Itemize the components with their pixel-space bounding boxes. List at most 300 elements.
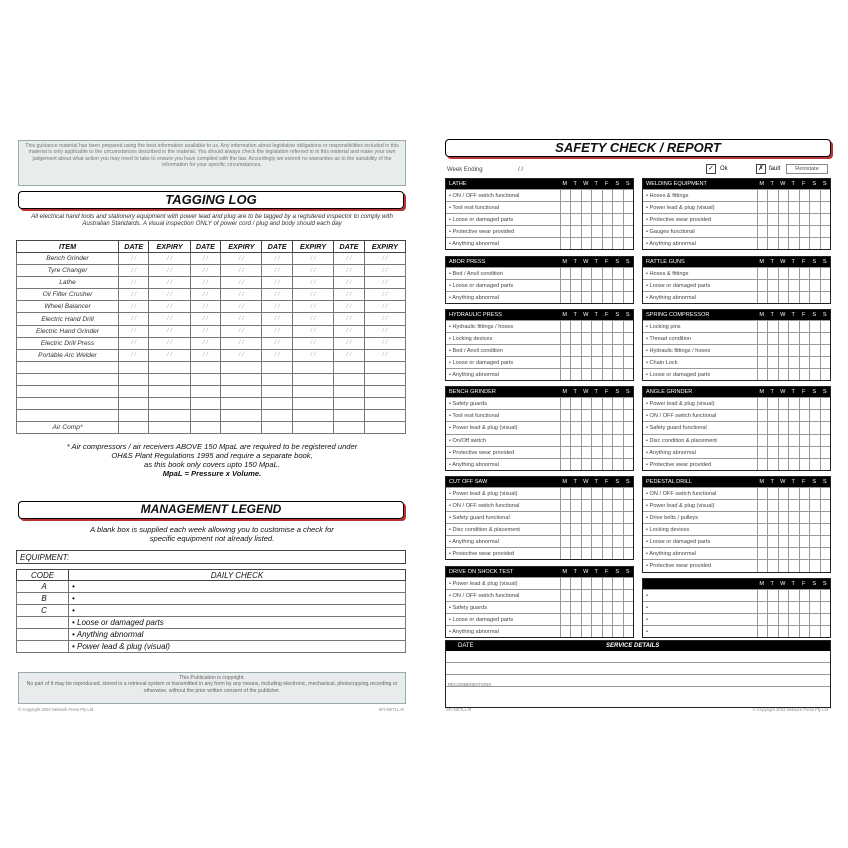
day-check-cell[interactable] <box>757 292 768 303</box>
day-check-cell[interactable] <box>757 459 768 470</box>
day-check-cell[interactable] <box>602 345 613 356</box>
date-cell[interactable] <box>262 373 292 385</box>
day-check-cell[interactable] <box>581 202 592 213</box>
day-check-cell[interactable] <box>623 357 634 368</box>
day-check-cell[interactable] <box>570 202 581 213</box>
expiry-cell[interactable]: / / <box>292 313 333 325</box>
expiry-cell[interactable] <box>221 373 262 385</box>
day-check-cell[interactable] <box>591 280 602 291</box>
day-check-cell[interactable] <box>799 268 810 279</box>
day-check-cell[interactable] <box>788 447 799 458</box>
day-check-cell[interactable] <box>757 488 768 499</box>
day-check-cell[interactable] <box>778 500 789 511</box>
day-check-cell[interactable] <box>591 292 602 303</box>
date-cell[interactable]: / / <box>190 301 220 313</box>
day-check-cell[interactable] <box>591 590 602 601</box>
day-check-cell[interactable] <box>788 459 799 470</box>
tagging-item-name[interactable] <box>17 386 119 398</box>
day-check-cell[interactable] <box>820 447 831 458</box>
day-check-cell[interactable] <box>581 333 592 344</box>
day-check-cell[interactable] <box>799 500 810 511</box>
date-cell[interactable]: / / <box>119 277 149 289</box>
day-check-cell[interactable] <box>591 345 602 356</box>
day-check-cell[interactable] <box>778 512 789 523</box>
day-check-cell[interactable] <box>570 524 581 535</box>
expiry-cell[interactable] <box>149 410 190 422</box>
day-check-cell[interactable] <box>788 602 799 613</box>
day-check-cell[interactable] <box>788 524 799 535</box>
date-cell[interactable] <box>190 410 220 422</box>
day-check-cell[interactable] <box>612 410 623 421</box>
day-check-cell[interactable] <box>767 238 778 249</box>
day-check-cell[interactable] <box>799 190 810 201</box>
day-check-cell[interactable] <box>581 459 592 470</box>
day-check-cell[interactable] <box>560 190 571 201</box>
expiry-cell[interactable]: / / <box>364 313 405 325</box>
legend-check[interactable]: • Power lead & plug (visual) <box>69 641 406 653</box>
expiry-cell[interactable]: / / <box>221 313 262 325</box>
expiry-cell[interactable]: / / <box>149 253 190 265</box>
date-cell[interactable]: / / <box>190 289 220 301</box>
day-check-cell[interactable] <box>560 268 571 279</box>
day-check-cell[interactable] <box>581 369 592 380</box>
day-check-cell[interactable] <box>799 410 810 421</box>
day-check-cell[interactable] <box>591 447 602 458</box>
day-check-cell[interactable] <box>623 369 634 380</box>
day-check-cell[interactable] <box>623 578 634 589</box>
day-check-cell[interactable] <box>612 238 623 249</box>
tagging-item-name[interactable] <box>17 398 119 410</box>
date-cell[interactable]: / / <box>119 301 149 313</box>
expiry-cell[interactable]: / / <box>149 289 190 301</box>
day-check-cell[interactable] <box>602 512 613 523</box>
day-check-cell[interactable] <box>581 512 592 523</box>
date-cell[interactable]: / / <box>119 253 149 265</box>
expiry-cell[interactable]: / / <box>292 337 333 349</box>
day-check-cell[interactable] <box>602 447 613 458</box>
day-check-cell[interactable] <box>757 280 768 291</box>
day-check-cell[interactable] <box>570 280 581 291</box>
day-check-cell[interactable] <box>788 321 799 332</box>
expiry-cell[interactable]: / / <box>221 277 262 289</box>
date-cell[interactable]: / / <box>190 265 220 277</box>
day-check-cell[interactable] <box>581 345 592 356</box>
day-check-cell[interactable] <box>757 536 768 547</box>
day-check-cell[interactable] <box>570 578 581 589</box>
day-check-cell[interactable] <box>757 321 768 332</box>
day-check-cell[interactable] <box>591 626 602 637</box>
day-check-cell[interactable] <box>767 512 778 523</box>
day-check-cell[interactable] <box>799 292 810 303</box>
day-check-cell[interactable] <box>809 590 820 601</box>
day-check-cell[interactable] <box>767 560 778 571</box>
expiry-cell[interactable]: / / <box>364 289 405 301</box>
expiry-cell[interactable] <box>221 398 262 410</box>
day-check-cell[interactable] <box>602 524 613 535</box>
day-check-cell[interactable] <box>809 292 820 303</box>
date-cell[interactable]: / / <box>119 265 149 277</box>
day-check-cell[interactable] <box>623 614 634 625</box>
day-check-cell[interactable] <box>591 369 602 380</box>
day-check-cell[interactable] <box>623 422 634 433</box>
day-check-cell[interactable] <box>820 590 831 601</box>
day-check-cell[interactable] <box>560 500 571 511</box>
day-check-cell[interactable] <box>612 500 623 511</box>
day-check-cell[interactable] <box>767 410 778 421</box>
day-check-cell[interactable] <box>820 292 831 303</box>
day-check-cell[interactable] <box>809 369 820 380</box>
day-check-cell[interactable] <box>581 398 592 409</box>
day-check-cell[interactable] <box>799 524 810 535</box>
day-check-cell[interactable] <box>788 238 799 249</box>
day-check-cell[interactable] <box>767 500 778 511</box>
day-check-cell[interactable] <box>612 590 623 601</box>
recommendations-label[interactable]: RECOMMENDATIONS <box>446 675 830 687</box>
date-cell[interactable]: / / <box>262 337 292 349</box>
day-check-cell[interactable] <box>767 422 778 433</box>
date-cell[interactable]: / / <box>262 253 292 265</box>
date-cell[interactable] <box>262 386 292 398</box>
expiry-cell[interactable]: / / <box>364 325 405 337</box>
tagging-item-name[interactable]: Bench Grinder <box>17 253 119 265</box>
day-check-cell[interactable] <box>623 410 634 421</box>
day-check-cell[interactable] <box>820 459 831 470</box>
day-check-cell[interactable] <box>560 238 571 249</box>
day-check-cell[interactable] <box>612 280 623 291</box>
day-check-cell[interactable] <box>778 410 789 421</box>
day-check-cell[interactable] <box>612 536 623 547</box>
expiry-cell[interactable] <box>221 361 262 373</box>
day-check-cell[interactable] <box>799 333 810 344</box>
day-check-cell[interactable] <box>809 280 820 291</box>
date-cell[interactable]: / / <box>190 313 220 325</box>
date-cell[interactable]: / / <box>262 265 292 277</box>
day-check-cell[interactable] <box>570 238 581 249</box>
week-ending-date[interactable]: / / <box>518 167 524 173</box>
tagging-item-name[interactable] <box>17 410 119 422</box>
day-check-cell[interactable] <box>623 447 634 458</box>
day-check-cell[interactable] <box>612 357 623 368</box>
day-check-cell[interactable] <box>820 536 831 547</box>
day-check-cell[interactable] <box>623 321 634 332</box>
day-check-cell[interactable] <box>767 602 778 613</box>
day-check-cell[interactable] <box>778 280 789 291</box>
day-check-cell[interactable] <box>757 369 768 380</box>
date-cell[interactable]: / / <box>262 325 292 337</box>
day-check-cell[interactable] <box>581 238 592 249</box>
day-check-cell[interactable] <box>820 398 831 409</box>
day-check-cell[interactable] <box>591 602 602 613</box>
date-cell[interactable]: / / <box>334 337 364 349</box>
expiry-cell[interactable]: / / <box>221 325 262 337</box>
day-check-cell[interactable] <box>778 488 789 499</box>
day-check-cell[interactable] <box>820 422 831 433</box>
day-check-cell[interactable] <box>602 488 613 499</box>
day-check-cell[interactable] <box>820 369 831 380</box>
legend-check[interactable]: • <box>69 581 406 593</box>
day-check-cell[interactable] <box>570 214 581 225</box>
day-check-cell[interactable] <box>591 202 602 213</box>
day-check-cell[interactable] <box>612 435 623 446</box>
date-cell[interactable]: / / <box>334 289 364 301</box>
day-check-cell[interactable] <box>602 321 613 332</box>
expiry-cell[interactable]: / / <box>364 349 405 361</box>
day-check-cell[interactable] <box>623 626 634 637</box>
day-check-cell[interactable] <box>570 333 581 344</box>
day-check-cell[interactable] <box>581 500 592 511</box>
day-check-cell[interactable] <box>570 292 581 303</box>
day-check-cell[interactable] <box>778 292 789 303</box>
day-check-cell[interactable] <box>767 590 778 601</box>
day-check-cell[interactable] <box>757 614 768 625</box>
day-check-cell[interactable] <box>591 321 602 332</box>
day-check-cell[interactable] <box>602 280 613 291</box>
day-check-cell[interactable] <box>570 602 581 613</box>
day-check-cell[interactable] <box>788 292 799 303</box>
day-check-cell[interactable] <box>757 447 768 458</box>
day-check-cell[interactable] <box>799 447 810 458</box>
day-check-cell[interactable] <box>560 292 571 303</box>
day-check-cell[interactable] <box>581 614 592 625</box>
day-check-cell[interactable] <box>767 369 778 380</box>
date-cell[interactable] <box>119 410 149 422</box>
date-cell[interactable]: / / <box>262 313 292 325</box>
tagging-item-name[interactable]: Wheel Balancer <box>17 301 119 313</box>
day-check-cell[interactable] <box>581 626 592 637</box>
day-check-cell[interactable] <box>602 590 613 601</box>
day-check-cell[interactable] <box>591 190 602 201</box>
day-check-cell[interactable] <box>767 548 778 559</box>
day-check-cell[interactable] <box>809 238 820 249</box>
day-check-cell[interactable] <box>602 398 613 409</box>
legend-check[interactable]: • Anything abnormal <box>69 629 406 641</box>
date-cell[interactable]: / / <box>334 301 364 313</box>
day-check-cell[interactable] <box>570 614 581 625</box>
tagging-item-name[interactable]: Electric Hand Drill <box>17 313 119 325</box>
expiry-cell[interactable]: / / <box>149 301 190 313</box>
day-check-cell[interactable] <box>820 321 831 332</box>
date-cell[interactable] <box>190 373 220 385</box>
day-check-cell[interactable] <box>788 422 799 433</box>
expiry-cell[interactable]: / / <box>149 337 190 349</box>
date-cell[interactable] <box>190 422 220 434</box>
date-cell[interactable] <box>262 398 292 410</box>
date-cell[interactable] <box>334 410 364 422</box>
day-check-cell[interactable] <box>612 398 623 409</box>
expiry-cell[interactable]: / / <box>149 325 190 337</box>
day-check-cell[interactable] <box>623 202 634 213</box>
day-check-cell[interactable] <box>809 560 820 571</box>
day-check-cell[interactable] <box>799 214 810 225</box>
expiry-cell[interactable]: / / <box>364 301 405 313</box>
day-check-cell[interactable] <box>602 369 613 380</box>
day-check-cell[interactable] <box>757 548 768 559</box>
day-check-cell[interactable] <box>570 410 581 421</box>
day-check-cell[interactable] <box>560 512 571 523</box>
day-check-cell[interactable] <box>788 512 799 523</box>
day-check-cell[interactable] <box>778 626 789 637</box>
day-check-cell[interactable] <box>767 459 778 470</box>
day-check-cell[interactable] <box>778 447 789 458</box>
date-cell[interactable] <box>190 361 220 373</box>
day-check-cell[interactable] <box>799 602 810 613</box>
day-check-cell[interactable] <box>623 238 634 249</box>
day-check-cell[interactable] <box>612 226 623 237</box>
day-check-cell[interactable] <box>623 602 634 613</box>
day-check-cell[interactable] <box>778 321 789 332</box>
day-check-cell[interactable] <box>778 369 789 380</box>
day-check-cell[interactable] <box>612 447 623 458</box>
day-check-cell[interactable] <box>799 321 810 332</box>
day-check-cell[interactable] <box>757 422 768 433</box>
expiry-cell[interactable] <box>292 422 333 434</box>
date-cell[interactable]: / / <box>190 349 220 361</box>
day-check-cell[interactable] <box>591 226 602 237</box>
date-cell[interactable]: / / <box>190 337 220 349</box>
date-cell[interactable]: / / <box>262 349 292 361</box>
tagging-item-name[interactable]: Oil Filter Crusher <box>17 289 119 301</box>
day-check-cell[interactable] <box>560 333 571 344</box>
day-check-cell[interactable] <box>612 345 623 356</box>
day-check-cell[interactable] <box>767 447 778 458</box>
day-check-cell[interactable] <box>581 190 592 201</box>
day-check-cell[interactable] <box>623 488 634 499</box>
day-check-cell[interactable] <box>820 357 831 368</box>
day-check-cell[interactable] <box>591 333 602 344</box>
day-check-cell[interactable] <box>612 333 623 344</box>
expiry-cell[interactable]: / / <box>364 337 405 349</box>
day-check-cell[interactable] <box>799 626 810 637</box>
day-check-cell[interactable] <box>570 226 581 237</box>
day-check-cell[interactable] <box>623 459 634 470</box>
day-check-cell[interactable] <box>612 202 623 213</box>
day-check-cell[interactable] <box>757 226 768 237</box>
day-check-cell[interactable] <box>602 626 613 637</box>
day-check-cell[interactable] <box>799 590 810 601</box>
day-check-cell[interactable] <box>570 435 581 446</box>
expiry-cell[interactable] <box>149 373 190 385</box>
day-check-cell[interactable] <box>570 548 581 559</box>
day-check-cell[interactable] <box>591 578 602 589</box>
day-check-cell[interactable] <box>623 590 634 601</box>
day-check-cell[interactable] <box>799 202 810 213</box>
day-check-cell[interactable] <box>767 524 778 535</box>
day-check-cell[interactable] <box>778 226 789 237</box>
date-cell[interactable]: / / <box>190 253 220 265</box>
day-check-cell[interactable] <box>767 226 778 237</box>
day-check-cell[interactable] <box>757 268 768 279</box>
day-check-cell[interactable] <box>757 590 768 601</box>
day-check-cell[interactable] <box>788 500 799 511</box>
tagging-item-name[interactable] <box>17 361 119 373</box>
day-check-cell[interactable] <box>767 214 778 225</box>
service-line[interactable] <box>446 663 830 675</box>
day-check-cell[interactable] <box>809 602 820 613</box>
day-check-cell[interactable] <box>602 238 613 249</box>
day-check-cell[interactable] <box>757 398 768 409</box>
day-check-cell[interactable] <box>602 226 613 237</box>
day-check-cell[interactable] <box>778 357 789 368</box>
day-check-cell[interactable] <box>602 292 613 303</box>
day-check-cell[interactable] <box>809 190 820 201</box>
date-cell[interactable] <box>119 422 149 434</box>
day-check-cell[interactable] <box>820 280 831 291</box>
day-check-cell[interactable] <box>560 590 571 601</box>
date-cell[interactable] <box>334 386 364 398</box>
expiry-cell[interactable]: / / <box>292 349 333 361</box>
day-check-cell[interactable] <box>788 345 799 356</box>
day-check-cell[interactable] <box>581 447 592 458</box>
day-check-cell[interactable] <box>560 226 571 237</box>
day-check-cell[interactable] <box>560 536 571 547</box>
day-check-cell[interactable] <box>767 280 778 291</box>
day-check-cell[interactable] <box>788 190 799 201</box>
date-cell[interactable]: / / <box>262 301 292 313</box>
expiry-cell[interactable]: / / <box>292 277 333 289</box>
date-cell[interactable]: / / <box>190 325 220 337</box>
day-check-cell[interactable] <box>778 268 789 279</box>
day-check-cell[interactable] <box>612 268 623 279</box>
day-check-cell[interactable] <box>623 548 634 559</box>
day-check-cell[interactable] <box>778 333 789 344</box>
day-check-cell[interactable] <box>612 578 623 589</box>
expiry-cell[interactable]: / / <box>149 265 190 277</box>
day-check-cell[interactable] <box>570 422 581 433</box>
day-check-cell[interactable] <box>757 202 768 213</box>
day-check-cell[interactable] <box>560 459 571 470</box>
day-check-cell[interactable] <box>570 590 581 601</box>
date-cell[interactable] <box>334 398 364 410</box>
day-check-cell[interactable] <box>581 422 592 433</box>
expiry-cell[interactable]: / / <box>292 325 333 337</box>
day-check-cell[interactable] <box>809 626 820 637</box>
tagging-item-name[interactable]: Portable Arc Welder <box>17 349 119 361</box>
day-check-cell[interactable] <box>623 226 634 237</box>
day-check-cell[interactable] <box>570 447 581 458</box>
day-check-cell[interactable] <box>799 488 810 499</box>
expiry-cell[interactable]: / / <box>364 265 405 277</box>
day-check-cell[interactable] <box>799 398 810 409</box>
day-check-cell[interactable] <box>788 560 799 571</box>
day-check-cell[interactable] <box>560 602 571 613</box>
date-cell[interactable] <box>334 361 364 373</box>
day-check-cell[interactable] <box>591 238 602 249</box>
day-check-cell[interactable] <box>767 333 778 344</box>
day-check-cell[interactable] <box>799 422 810 433</box>
expiry-cell[interactable]: / / <box>149 349 190 361</box>
day-check-cell[interactable] <box>778 536 789 547</box>
day-check-cell[interactable] <box>591 357 602 368</box>
day-check-cell[interactable] <box>623 280 634 291</box>
legend-check[interactable]: • <box>69 605 406 617</box>
expiry-cell[interactable]: / / <box>221 337 262 349</box>
day-check-cell[interactable] <box>809 321 820 332</box>
expiry-cell[interactable]: / / <box>149 277 190 289</box>
day-check-cell[interactable] <box>570 190 581 201</box>
day-check-cell[interactable] <box>767 614 778 625</box>
expiry-cell[interactable]: / / <box>149 313 190 325</box>
service-line[interactable] <box>446 651 830 663</box>
day-check-cell[interactable] <box>602 202 613 213</box>
day-check-cell[interactable] <box>602 548 613 559</box>
day-check-cell[interactable] <box>820 602 831 613</box>
day-check-cell[interactable] <box>623 333 634 344</box>
expiry-cell[interactable] <box>292 361 333 373</box>
day-check-cell[interactable] <box>809 398 820 409</box>
day-check-cell[interactable] <box>788 548 799 559</box>
day-check-cell[interactable] <box>560 578 571 589</box>
day-check-cell[interactable] <box>623 524 634 535</box>
